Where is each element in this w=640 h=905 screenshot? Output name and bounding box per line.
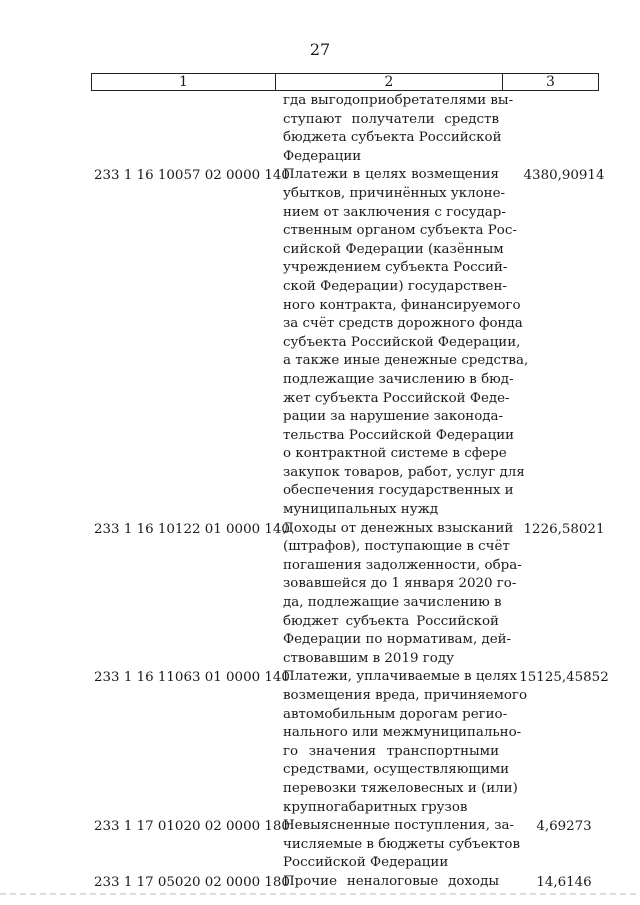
description-line: автомобильным дорогам регио-	[283, 706, 508, 722]
description-line: ственным органом субъекта Рос-	[283, 223, 517, 239]
description-line: жет субъекта Российской Феде-	[283, 390, 510, 406]
description-line: подлежащие зачислению в бюд-	[283, 371, 514, 387]
description-line: ской Федерации) государствен-	[283, 278, 507, 294]
revenue-description	[283, 873, 499, 892]
description-line: а также иные денежные средства,	[283, 353, 529, 369]
description-line: бюджет субъекта Российской	[283, 613, 499, 629]
description-line: муниципальных нужд	[283, 502, 439, 518]
description-line: погашения задолженности, обра-	[283, 557, 522, 573]
description-line: Федерации	[283, 148, 362, 164]
description-line: сийской Федерации (казённым	[283, 241, 504, 257]
description-line: за счёт средств дорожного фонда	[283, 316, 523, 332]
amount-value: 4,69273	[536, 819, 592, 835]
description-line: закупок товаров, работ, услуг для	[283, 464, 525, 480]
table-body	[0, 92, 640, 892]
revenue-code: 233 1 16 10122 01 0000 140	[94, 521, 290, 537]
description-line: Доходы от денежных взысканий	[283, 520, 514, 536]
column-1-header: 1	[92, 74, 276, 90]
description-line: субъекта Российской Федерации,	[283, 334, 521, 350]
amount-value: 1226,58021	[523, 521, 605, 537]
page-number: 27	[309, 40, 331, 59]
table-row	[0, 520, 640, 669]
column-2-header: 2	[276, 74, 503, 90]
description-line: Платежи, уплачиваемые в целях	[283, 669, 517, 685]
description-line: числяемые в бюджеты субъектов	[283, 836, 520, 852]
scan-edge-artifact	[0, 893, 640, 895]
description-line: бюджета субъекта Российской	[283, 130, 502, 146]
revenue-code: 233 1 16 11063 01 0000 140	[94, 670, 290, 686]
revenue-code: 233 1 16 10057 02 0000 140	[94, 168, 290, 184]
table-row	[0, 817, 640, 873]
description-line: крупногабаритных грузов	[283, 799, 468, 815]
description-line: Российской Федерации	[283, 855, 449, 871]
table-row	[0, 166, 640, 519]
revenue-code: 233 1 17 05020 02 0000 180	[94, 874, 290, 890]
table-row	[0, 668, 640, 817]
description-line: гда выгодоприобретателями вы-	[283, 93, 514, 108]
description-line: убытков, причинённых уклоне-	[283, 185, 506, 201]
description-line: возмещения вреда, причиняемого	[283, 688, 527, 703]
revenue-description	[283, 92, 514, 166]
description-line: Платежи в целях возмещения	[283, 167, 499, 183]
amount-value: 14,6146	[536, 874, 592, 890]
description-line: нального или межмуниципально-	[283, 725, 522, 741]
description-line: зовавшейся до 1 января 2020 го-	[283, 576, 517, 592]
description-line: средствами, осуществляющими	[283, 762, 510, 778]
amount-value: 15125,45852	[519, 670, 609, 686]
description-line: нием от заключения с государ-	[283, 204, 506, 220]
table-row	[0, 873, 640, 892]
description-line: ного контракта, финансируемого	[283, 297, 521, 313]
description-line: ступают получатели средств	[283, 111, 499, 127]
description-line: го значения транспортными	[283, 743, 499, 759]
revenue-description	[283, 817, 520, 873]
description-line: обеспечения государственных и	[283, 483, 514, 499]
revenue-code	[0, 92, 286, 166]
revenue-description	[283, 166, 529, 519]
amount-value: 4380,90914	[523, 168, 605, 184]
description-line: учреждением субъекта Россий-	[283, 260, 508, 276]
description-line: да, подлежащие зачислению в	[283, 595, 502, 611]
description-line: Федерации по нормативам, дей-	[283, 632, 512, 648]
description-line: (штрафов), поступающие в счёт	[283, 539, 510, 555]
revenue-code: 233 1 17 01020 02 0000 180	[94, 819, 290, 835]
description-line: Прочие неналоговые доходы	[283, 873, 499, 889]
description-line: о контрактной системе в сфере	[283, 446, 507, 462]
table-column-header	[91, 73, 599, 91]
description-line: тельства Российской Федерации	[283, 427, 515, 443]
description-line: ствовавшим в 2019 году	[283, 650, 454, 666]
revenue-description	[283, 520, 522, 669]
description-line: рации за нарушение законода-	[283, 409, 504, 425]
amount-value	[499, 92, 625, 166]
table-row	[0, 92, 640, 166]
description-line: перевозки тяжеловесных и (или)	[283, 780, 518, 796]
column-3-header: 3	[546, 74, 555, 90]
revenue-description	[283, 668, 527, 817]
description-line: Невыясненные поступления, за-	[283, 818, 515, 834]
